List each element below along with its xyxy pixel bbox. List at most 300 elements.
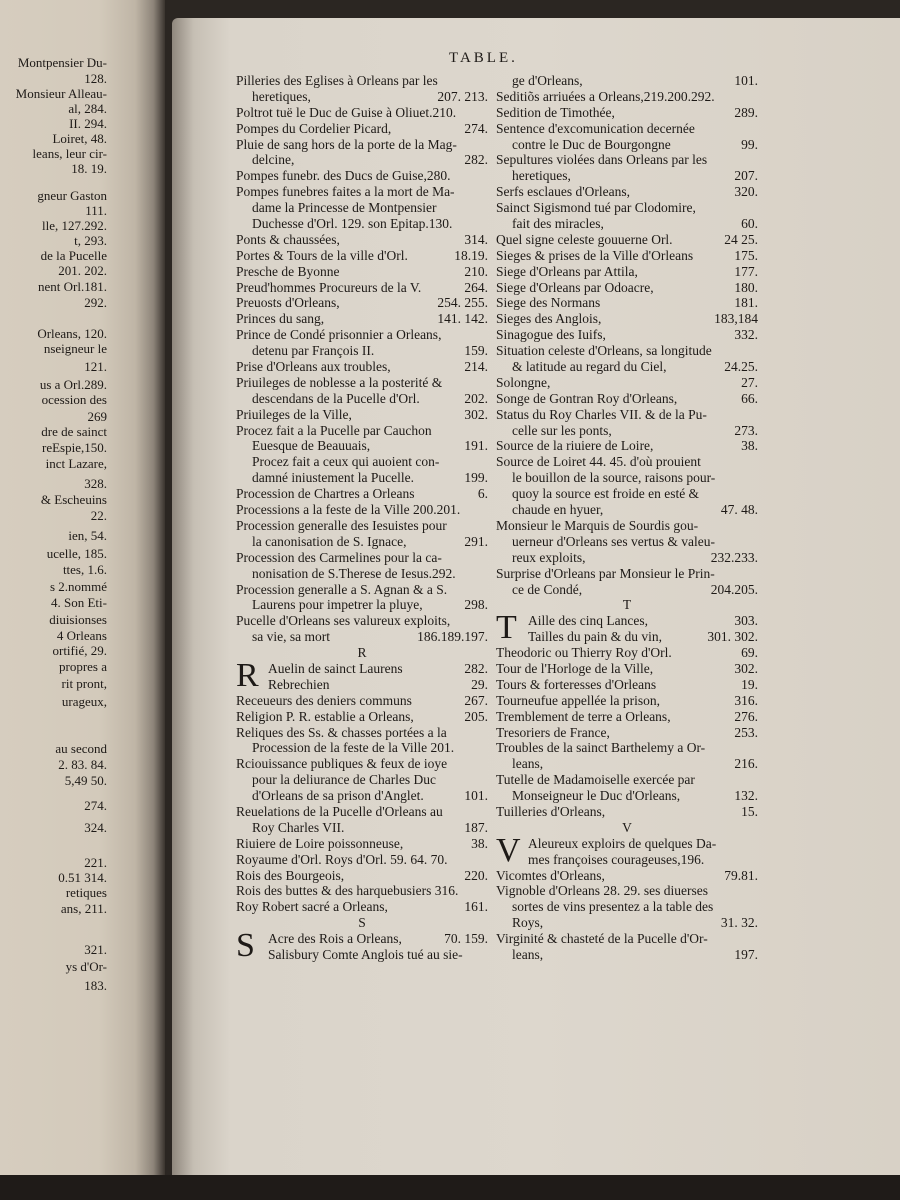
left-page-fragment: nseigneur le	[43, 341, 107, 356]
page-reference: 207.	[734, 168, 758, 184]
entry-text: Priuileges de la Ville,	[236, 406, 352, 422]
index-entry-line	[496, 661, 758, 677]
index-entry-line	[236, 486, 488, 502]
index-entry-line	[496, 534, 758, 550]
entry-text: Source de Loiret 44. 45. d'où prouient	[496, 454, 701, 470]
page-reference: 31. 32.	[720, 915, 758, 931]
entry-text: Siege d'Orleans par Odoacre,	[496, 279, 654, 295]
entry-text: Sainct Sigismond tué par Clodomire,	[496, 200, 696, 216]
index-entry-line	[236, 470, 488, 486]
entry-text: Vicomtes d'Orleans,	[496, 867, 605, 883]
index-entry-line	[236, 613, 488, 629]
page-reference: 159.	[464, 343, 488, 359]
entry-text: Sinagogue des Iuifs,	[496, 327, 606, 343]
entry-text: leans,	[512, 756, 544, 772]
left-page-fragment: ans, 211.	[60, 901, 107, 916]
entry-text: Sieges & prises de la Ville d'Orleans	[496, 247, 694, 263]
index-entry-line	[496, 470, 758, 486]
left-page-fragment: propres a	[58, 659, 107, 674]
index-entry-line	[236, 343, 488, 359]
page-reference: 38.	[471, 835, 488, 851]
page-reference: 197.	[734, 946, 758, 962]
index-entry-line	[236, 534, 488, 550]
entry-text: Presche de Byonne	[236, 263, 340, 279]
index-entry-line	[236, 295, 488, 311]
page-title: TABLE.	[449, 50, 518, 66]
entry-text: Procession generalle a S. Agnan & a S.	[236, 581, 448, 597]
index-entry-line	[236, 121, 488, 137]
left-page-fragment: 18. 19.	[71, 161, 107, 176]
entry-text: Seditiõs arriuées a Orleans,219.200.292.	[496, 88, 715, 104]
page-reference: 199.	[464, 470, 488, 486]
index-entry-line	[496, 359, 758, 375]
left-page-fragment: 328.	[84, 476, 107, 491]
left-page-fragment: ttes, 1.6.	[62, 562, 107, 577]
entry-text: Monseigneur le Duc d'Orleans,	[512, 788, 681, 804]
entry-text: Tailles du pain & du vin,	[528, 629, 663, 645]
page-reference: 316.	[734, 692, 758, 708]
entry-text: Procez fait a ceux qui auoient con-	[252, 454, 440, 470]
entry-text: Siege d'Orleans par Attila,	[496, 263, 638, 279]
entry-text: Tour de l'Horloge de la Ville,	[496, 660, 654, 676]
entry-text: heretiques,	[252, 88, 311, 104]
page-reference: 19.	[741, 676, 758, 692]
entry-text: Vignoble d'Orleans 28. 29. ses diuerses	[496, 883, 708, 899]
page-reference: 298.	[464, 597, 488, 613]
index-entry-line	[496, 327, 758, 343]
left-page-fragment: Loiret, 48.	[52, 131, 107, 146]
page-reference: 191.	[464, 438, 488, 454]
index-entry-line	[236, 375, 488, 391]
index-entry-line	[236, 105, 488, 121]
entry-text: Status du Roy Charles VII. & de la Pu-	[496, 406, 707, 422]
entry-text: Preuosts d'Orleans,	[236, 295, 340, 311]
page-reference: 291.	[464, 533, 488, 549]
index-entry-line	[496, 137, 758, 153]
entry-text: Royaume d'Orl. Roys d'Orl. 59. 64. 70.	[236, 851, 448, 867]
entry-text: Monsieur le Marquis de Sourdis gou-	[496, 517, 699, 533]
entry-text: Source de la riuiere de Loire,	[496, 438, 654, 454]
index-entry-line	[236, 756, 488, 772]
page-reference: 210.	[464, 263, 488, 279]
page-reference: 24 25.	[724, 231, 758, 247]
left-page-fragment: 22.	[90, 508, 107, 523]
index-entry-line	[496, 502, 758, 518]
index-entry-line	[236, 883, 488, 899]
entry-text: Reuelations de la Pucelle d'Orleans au	[236, 803, 443, 819]
page-reference: 18.19.	[454, 247, 488, 263]
left-page-fragment: ortifié, 29.	[52, 643, 107, 658]
index-entry-line	[236, 597, 488, 613]
index-entry-line	[496, 629, 758, 645]
index-entry-line	[496, 216, 758, 232]
index-entry-line	[236, 391, 488, 407]
entry-text: Rciouissance publiques & feux de ioye	[236, 756, 448, 772]
index-entry-line	[236, 836, 488, 852]
page-reference: 183,184	[714, 311, 758, 327]
index-entry-line	[496, 486, 758, 502]
index-entry-line	[236, 740, 488, 756]
entry-text: Tresoriers de France,	[496, 724, 610, 740]
index-column-left	[236, 73, 488, 963]
entry-text: Rois des buttes & des harquebusiers 316.	[236, 883, 459, 899]
page-reference: 301. 302.	[707, 629, 758, 645]
index-entry-line	[496, 725, 758, 741]
entry-text: Procession de Chartres a Orleans	[236, 486, 415, 502]
page-reference: 202.	[464, 390, 488, 406]
entry-text: Pluie de sang hors de la porte de la Mag-	[236, 136, 457, 152]
left-page-fragment: 221.	[84, 855, 107, 870]
left-page-fragment: 5,49 50.	[64, 773, 107, 788]
index-entry-line	[496, 788, 758, 804]
left-page-fragment: s 2.nommé	[49, 579, 107, 594]
page-reference: 27.	[741, 374, 758, 390]
page-reference: 232.233.	[710, 549, 758, 565]
entry-text: Acre des Rois a Orleans,	[268, 931, 402, 947]
index-entry-line	[236, 248, 488, 264]
left-page-fragment: ys d'Or-	[65, 959, 107, 974]
index-entry-line	[236, 772, 488, 788]
entry-text: Princes du sang,	[236, 311, 325, 327]
index-entry-line	[236, 454, 488, 470]
entry-text: Tremblement de terre a Orleans,	[496, 708, 671, 724]
section-letter-heading: T	[622, 597, 632, 613]
index-entry-line	[496, 184, 758, 200]
entry-text: sortes de vins presentez a la table des	[512, 899, 714, 915]
index-entry-line	[236, 200, 488, 216]
entry-text: chaude en hyuer,	[512, 502, 604, 518]
entry-text: Ponts & chaussées,	[236, 231, 340, 247]
index-entry-line	[496, 677, 758, 693]
index-entry-line	[236, 359, 488, 375]
left-page-fragment: lle, 127.292.	[42, 218, 107, 233]
entry-text: Rebrechien	[268, 676, 330, 692]
page-reference: 205.	[464, 708, 488, 724]
entry-text: Aille des cinq Lances,	[528, 613, 648, 629]
page-reference: 216.	[734, 756, 758, 772]
index-entry-line	[236, 852, 488, 868]
index-entry-line	[496, 645, 758, 661]
page-reference: 264.	[464, 279, 488, 295]
page-reference: 161.	[464, 899, 488, 915]
entry-text: Surprise d'Orleans par Monsieur le Prin-	[496, 565, 715, 581]
index-entry-line	[496, 852, 758, 868]
page-reference: 29.	[471, 676, 488, 692]
left-page-fragment: nent Orl.181.	[38, 279, 107, 294]
page-reference: 177.	[734, 263, 758, 279]
index-entry-line	[236, 152, 488, 168]
entry-text: uerneur d'Orleans ses vertus & valeu-	[512, 533, 715, 549]
page-reference: 60.	[741, 216, 758, 232]
left-page-fragment: retiques	[65, 885, 107, 900]
page-reference: 47. 48.	[720, 502, 758, 518]
left-page-fragment: diuisionses	[49, 612, 107, 627]
section-letter-heading: R	[357, 645, 367, 661]
page-reference: 70. 159.	[444, 931, 488, 947]
left-page-fragment: al, 284.	[68, 101, 107, 116]
entry-text: celle sur les ponts,	[512, 422, 612, 438]
page-reference: 273.	[734, 422, 758, 438]
index-entry-line	[236, 280, 488, 296]
index-entry-line	[496, 868, 758, 884]
entry-text: Tuilleries d'Orleans,	[496, 803, 606, 819]
entry-text: Siege des Normans	[496, 295, 601, 311]
index-entry-line	[496, 740, 758, 756]
index-entry-line	[236, 677, 488, 693]
page-reference: 332.	[734, 327, 758, 343]
page-reference: 214.	[464, 359, 488, 375]
index-entry-line	[496, 756, 758, 772]
entry-text: Pucelle d'Orleans ses valureux exploits,	[236, 613, 451, 629]
entry-text: Theodoric ou Thierry Roy d'Orl.	[496, 645, 672, 661]
page-reference: 186.189.197.	[417, 629, 488, 645]
entry-text: Solongne,	[496, 374, 551, 390]
page-reference: 220.	[464, 867, 488, 883]
index-entry-line	[236, 820, 488, 836]
index-entry-line	[236, 502, 488, 518]
entry-text: Religion P. R. establie a Orleans,	[236, 708, 414, 724]
left-page-fragment: 183.	[84, 978, 107, 993]
index-entry-line	[236, 89, 488, 105]
drop-cap-initial: R	[236, 656, 259, 694]
page-reference: 38.	[741, 438, 758, 454]
entry-text: le bouillon de la source, raisons pour-	[512, 470, 716, 486]
left-page-fragment: 2. 83. 84.	[58, 757, 107, 772]
entry-text: Poltrot tuë le Duc de Guise à Oliuet.210.	[236, 104, 457, 120]
entry-text: Procez fait a la Pucelle par Cauchon	[236, 422, 432, 438]
index-entry-line	[236, 423, 488, 439]
index-entry-line	[236, 518, 488, 534]
index-entry-line	[496, 105, 758, 121]
entry-text: Riuiere de Loire poissonneuse,	[236, 835, 404, 851]
index-entry-line	[496, 931, 758, 947]
entry-text: Auelin de sainct Laurens	[268, 660, 403, 676]
index-entry-line	[496, 582, 758, 598]
index-entry-line	[236, 868, 488, 884]
entry-text: Prise d'Orleans aux troubles,	[236, 359, 391, 375]
left-page-fragment: 4. Son Eti-	[51, 595, 107, 610]
index-entry-line	[496, 73, 758, 89]
drop-cap-initial: V	[496, 831, 521, 869]
index-entry-line	[236, 947, 488, 963]
page-reference: 66.	[741, 390, 758, 406]
index-entry-line	[236, 168, 488, 184]
entry-text: Quel signe celeste gouuerne Orl.	[496, 231, 673, 247]
index-entry-line	[236, 216, 488, 232]
page-reference: 207. 213.	[437, 88, 488, 104]
entry-text: Tutelle de Madamoiselle exercée par	[496, 772, 695, 788]
index-entry-line	[496, 200, 758, 216]
section-letter-heading: S	[358, 915, 366, 931]
entry-text: Sentence d'excomunication decernée	[496, 120, 695, 136]
left-page-fragment: 324.	[84, 820, 107, 835]
left-page-fragment: reEspie,150.	[42, 440, 107, 455]
entry-text: Roy Robert sacré a Orleans,	[236, 899, 388, 915]
index-entry-line	[236, 232, 488, 248]
index-entry-line	[236, 264, 488, 280]
index-entry-line	[496, 248, 758, 264]
entry-text: Pompes du Cordelier Picard,	[236, 120, 392, 136]
index-entry-line	[236, 899, 488, 915]
entry-text: Priuileges de noblesse a la posterité &	[236, 374, 443, 390]
entry-text: Processions a la feste de la Ville 200.201.	[236, 502, 461, 518]
entry-text: delcine,	[252, 152, 295, 168]
left-page-fragment: dre de sainct	[41, 424, 107, 439]
page-reference: 303.	[734, 613, 758, 629]
entry-text: Pilleries des Eglises à Orleans par les	[236, 73, 438, 88]
entry-text: Procession generalle des Iesuistes pour	[236, 517, 447, 533]
entry-text: heretiques,	[512, 168, 571, 184]
entry-text: Roy Charles VII.	[252, 819, 345, 835]
entry-text: ce de Condé,	[512, 581, 583, 597]
left-page-fragment: 274.	[84, 798, 107, 813]
page-reference: 314.	[464, 231, 488, 247]
index-entry-line	[236, 327, 488, 343]
left-page-fragment: 321.	[84, 942, 107, 957]
page-reference: 187.	[464, 819, 488, 835]
index-entry-line	[236, 550, 488, 566]
entry-text: Virginité & chasteté de la Pucelle d'Or-	[496, 931, 708, 947]
entry-text: Duchesse d'Orl. 129. son Epitap.130.	[252, 216, 453, 232]
index-entry-line	[496, 550, 758, 566]
index-entry-line	[496, 168, 758, 184]
entry-text: Sieges des Anglois,	[496, 311, 602, 327]
entry-text: Procession des Carmelines pour la ca-	[236, 549, 442, 565]
left-page-fragment: Monsieur Alleau-	[15, 86, 107, 101]
page-reference: 180.	[734, 279, 758, 295]
entry-text: damné iniustement la Pucelle.	[252, 470, 414, 486]
page-reference: 253.	[734, 724, 758, 740]
entry-text: leans,	[512, 946, 544, 962]
index-entry-line	[496, 232, 758, 248]
entry-text: Situation celeste d'Orleans, sa longitude	[496, 343, 712, 359]
entry-text: descendans de la Pucelle d'Orl.	[252, 390, 420, 406]
left-page-fragment: 111.	[85, 203, 107, 218]
entry-text: & latitude au regard du Ciel,	[512, 359, 667, 375]
left-page-fragment: rit pront,	[61, 676, 107, 691]
page-reference: 282.	[464, 152, 488, 168]
page-reference: 101.	[464, 788, 488, 804]
entry-text: Troubles de la sainct Barthelemy a Or-	[496, 740, 706, 756]
page-reference: 15.	[741, 803, 758, 819]
entry-text: ge d'Orleans,	[512, 73, 583, 88]
entry-text: Portes & Tours de la ville d'Orl.	[236, 247, 408, 263]
left-page-fragment: urageux,	[61, 694, 107, 709]
index-entry-line	[496, 709, 758, 725]
index-entry-line	[236, 137, 488, 153]
index-entry-line	[496, 899, 758, 915]
index-entry-line	[496, 89, 758, 105]
left-page-fragment: 0.51 314.	[58, 870, 107, 885]
page-reference: 79.81.	[724, 867, 758, 883]
page-reference: 267.	[464, 692, 488, 708]
entry-text: Salisbury Comte Anglois tué au sie-	[268, 946, 463, 962]
page-reference: 101.	[734, 73, 758, 88]
index-entry-line	[496, 518, 758, 534]
entry-text: d'Orleans de sa prison d'Anglet.	[252, 788, 424, 804]
index-entry-line	[496, 375, 758, 391]
entry-text: Prince de Condé prisonnier a Orleans,	[236, 327, 442, 343]
entry-text: Preud'hommes Procureurs de la V.	[236, 279, 422, 295]
page-reference: 175.	[734, 247, 758, 263]
entry-text: quoy la source est froide en esté &	[512, 486, 700, 502]
entry-text: pour la deliurance de Charles Duc	[252, 772, 437, 788]
index-entry-line	[236, 629, 488, 645]
page-reference: 69.	[741, 645, 758, 661]
left-page-fragment: Montpensier Du-	[17, 55, 107, 70]
entry-text: sa vie, sa mort	[252, 629, 330, 645]
left-page-fragment: inct Lazare,	[45, 456, 107, 471]
page-reference: 99.	[741, 136, 758, 152]
index-entry-line	[496, 566, 758, 582]
left-page-fragment: 121.	[84, 359, 107, 374]
entry-text: reux exploits,	[512, 549, 586, 565]
left-page-fragment: t, 293.	[74, 233, 107, 248]
entry-text: la canonisation de S. Ignace,	[252, 533, 407, 549]
index-entry-line	[236, 311, 488, 327]
entry-text: Aleureux exploirs de quelques Da-	[528, 835, 717, 851]
background-surface	[0, 1175, 900, 1200]
section-letter-heading: V	[622, 819, 632, 835]
index-entry-line	[496, 883, 758, 899]
left-page-fragment: ucelle, 185.	[46, 546, 107, 561]
left-page-fragment: 4 Orleans	[56, 628, 107, 643]
drop-cap-initial: T	[496, 609, 517, 647]
index-entry-line	[496, 454, 758, 470]
page-reference: 276.	[734, 708, 758, 724]
page-reference: 24.25.	[724, 359, 758, 375]
left-page-fragment: 292.	[84, 295, 107, 310]
index-entry-line	[236, 407, 488, 423]
index-entry-line	[496, 343, 758, 359]
index-entry-line	[496, 693, 758, 709]
entry-text: Roys,	[512, 915, 544, 931]
entry-text: nonisation de S.Therese de Iesus.292.	[252, 565, 456, 581]
entry-text: Reliques des Ss. & chasses portées a la	[236, 724, 447, 740]
drop-cap-initial: S	[236, 927, 255, 965]
index-entry-line	[496, 915, 758, 931]
page-reference: 302.	[734, 660, 758, 676]
entry-text: Sedition de Timothée,	[496, 104, 615, 120]
index-entry-line	[236, 566, 488, 582]
index-entry-line	[496, 121, 758, 137]
index-entry-line	[236, 73, 488, 89]
left-page-fragment: ocession des	[41, 392, 107, 407]
left-page-fragment: 128.	[84, 71, 107, 86]
page-reference: 320.	[734, 184, 758, 200]
left-page-fragment: & Escheuins	[40, 492, 107, 507]
index-entry-line	[496, 423, 758, 439]
left-page-fragment: ien, 54.	[68, 528, 107, 543]
index-entry-line	[496, 407, 758, 423]
index-entry-line	[496, 280, 758, 296]
entry-text: Tours & forteresses d'Orleans	[496, 676, 657, 692]
entry-text: dame la Princesse de Montpensier	[252, 200, 437, 216]
page-reference: 6.	[477, 486, 488, 502]
index-entry-line	[496, 804, 758, 820]
index-entry-line	[236, 725, 488, 741]
left-page-fragment: au second	[55, 741, 107, 756]
index-column-right	[496, 73, 758, 963]
page-reference: 132.	[734, 788, 758, 804]
page-reference: 289.	[734, 104, 758, 120]
index-entry-line	[236, 438, 488, 454]
index-entry-line	[496, 438, 758, 454]
page-reference: 302.	[464, 406, 488, 422]
page-reference: 181.	[734, 295, 758, 311]
entry-text: Tourneufue appellée la prison,	[496, 692, 660, 708]
entry-text: Receueurs des deniers communs	[236, 692, 412, 708]
